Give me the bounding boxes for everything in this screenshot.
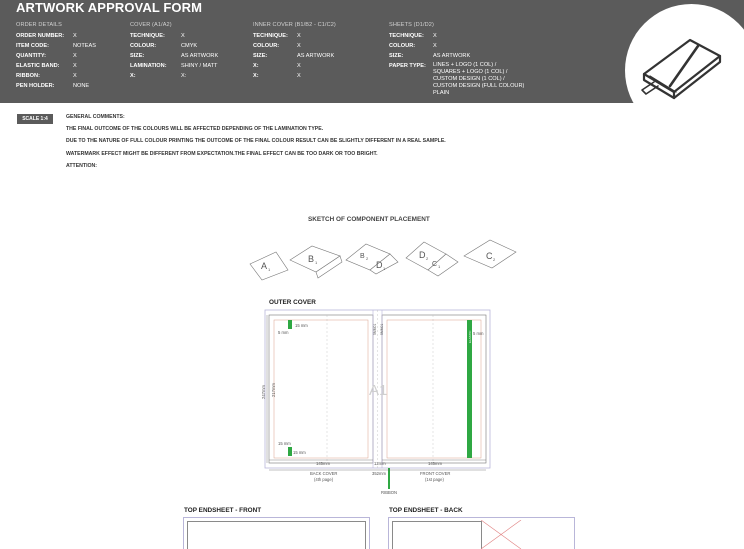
cover-row: X: X: bbox=[130, 73, 187, 79]
sheets-heading: SHEETS (D1/D2) bbox=[389, 22, 434, 28]
back-safe-area bbox=[274, 320, 368, 458]
dim-label: 5 mm bbox=[473, 331, 484, 336]
elastic-marker-top bbox=[288, 320, 292, 329]
ribbon-label: RIBBON bbox=[381, 490, 398, 495]
dim-label: 217mm bbox=[271, 383, 276, 397]
top-endsheet-front-frame bbox=[183, 517, 370, 549]
sketch-label: B bbox=[308, 254, 315, 264]
cover-row: SIZE: AS ARTWORK bbox=[130, 53, 219, 59]
dim-label: 352mm bbox=[372, 471, 386, 476]
elastic-marker-bottom bbox=[288, 447, 292, 456]
inner-cover-row: X: X bbox=[253, 73, 301, 79]
sheets-column bbox=[389, 22, 589, 96]
dim-label: 5MM01 bbox=[373, 323, 377, 335]
dim-label: 145mm bbox=[316, 461, 330, 466]
sketch-label: 1 bbox=[268, 267, 271, 272]
dim-label: 145mm bbox=[428, 461, 442, 466]
general-comments bbox=[66, 113, 446, 174]
notebook-icon bbox=[636, 12, 736, 102]
dim-label: 15 mm bbox=[295, 323, 308, 328]
top-endsheet-front-trim bbox=[187, 521, 366, 549]
order-row: ITEM CODE: NOTEAS bbox=[16, 43, 97, 49]
sheets-row: TECHNIQUE: X bbox=[389, 33, 437, 39]
sketch-label: D bbox=[376, 260, 383, 270]
sketch-label: 1 bbox=[438, 264, 441, 269]
inner-cover-row: COLOUR: X bbox=[253, 43, 301, 49]
comments-heading: GENERAL COMMENTS: bbox=[66, 114, 125, 120]
sketch-label: D bbox=[419, 250, 426, 260]
form-title: ARTWORK APPROVAL FORM bbox=[16, 0, 203, 15]
top-endsheet-front-title: TOP ENDSHEET - FRONT bbox=[184, 507, 262, 514]
comment-line: DUE TO THE NATURE OF FULL COLOUR PRINTING THE OUTCOME OF THE FINAL COLOUR RESULT CAN BE SLIGHTLY DIFFERENT IN A REAL SAMPLE. bbox=[66, 138, 446, 145]
cover-column bbox=[130, 22, 219, 81]
attention-label: ATTENTION: bbox=[66, 162, 98, 169]
sketch-label: A bbox=[261, 261, 268, 271]
sketch-label: C bbox=[432, 261, 438, 268]
sketch-label: 2 bbox=[493, 257, 496, 262]
front-safe-area bbox=[387, 320, 481, 458]
dim-label: 12mm bbox=[374, 461, 386, 466]
sketch-label: 2 bbox=[366, 256, 369, 261]
order-row: PEN HOLDER: NONE bbox=[16, 83, 90, 89]
dim-label: ELASTIC bbox=[468, 330, 472, 343]
a1-watermark: A1 bbox=[369, 382, 388, 399]
sketch-label: B bbox=[360, 253, 365, 260]
inner-cover-row: SIZE: AS ARTWORK bbox=[253, 53, 335, 59]
order-row: ELASTIC BAND: X bbox=[16, 63, 77, 69]
sheets-row: SIZE: AS ARTWORK bbox=[389, 53, 471, 59]
order-row: RIBBON: X bbox=[16, 73, 77, 79]
dim-label: 5 mm bbox=[278, 330, 289, 335]
front-cover-sublabel: (1st page) bbox=[425, 477, 444, 482]
inner-cover-row: TECHNIQUE: X bbox=[253, 33, 301, 39]
sketch-label: 1 bbox=[383, 266, 386, 271]
sketch-label: C bbox=[486, 251, 493, 261]
order-details-heading: ORDER DETAILS bbox=[16, 22, 62, 28]
order-row: ORDER NUMBER: X bbox=[16, 33, 77, 39]
sketch-title: SKETCH OF COMPONENT PLACEMENT bbox=[308, 216, 430, 223]
sketch-label: 2 bbox=[426, 256, 429, 261]
sketch-label: 1 bbox=[315, 260, 318, 265]
cover-row: COLOUR: CMYK bbox=[130, 43, 198, 49]
inner-cover-column bbox=[253, 22, 336, 81]
dim-label: 15 mm bbox=[278, 441, 291, 446]
dim-label: 247mm bbox=[261, 385, 266, 399]
top-endsheet-back-trim bbox=[392, 521, 482, 549]
outer-cover-title: OUTER COVER bbox=[269, 299, 316, 306]
top-endsheet-back-title: TOP ENDSHEET - BACK bbox=[389, 507, 463, 514]
comment-line: THE FINAL OUTCOME OF THE COLOURS WILL BE AFFECTED DEPENDING OF THE LAMINATION TYPE. bbox=[66, 126, 324, 133]
paper-type-row: PAPER TYPE: bbox=[389, 63, 426, 69]
paper-type-options: LINES + LOGO (1 COL) / SQUARES + LOGO (1 COL) / CUSTOM DESIGN (1 COL) / CUSTOM DESIGN (FULL COLOUR) PLAIN bbox=[433, 62, 525, 96]
scale-badge: SCALE 1:4 bbox=[17, 114, 53, 124]
comment-line: WATERMARK EFFECT MIGHT BE DIFFERENT FROM EXPECTATION.THE FINAL EFFECT CAN BE TOO DARK OR TOO BRIGHT. bbox=[66, 150, 378, 157]
dim-label: 15 mm bbox=[293, 450, 306, 455]
front-cover-label: FRONT COVER bbox=[420, 471, 451, 476]
back-cover-sublabel: (4th page) bbox=[314, 477, 334, 482]
dim-label: 5MM01 bbox=[380, 323, 384, 335]
cover-row: TECHNIQUE: X bbox=[130, 33, 185, 39]
outer-cover-diagram bbox=[255, 307, 500, 497]
cover-heading: COVER (A1/A2) bbox=[130, 22, 172, 28]
order-details-column bbox=[16, 22, 97, 91]
sheets-row: COLOUR: X bbox=[389, 43, 437, 49]
inner-cover-heading: INNER COVER (B1/B2 - C1/C2) bbox=[253, 22, 336, 28]
sketch-page-a1 bbox=[250, 252, 288, 280]
inner-cover-row: X: X bbox=[253, 63, 301, 69]
cover-row: LAMINATION: SHINY / MATT bbox=[130, 63, 218, 69]
order-row: QUANTITY: X bbox=[16, 53, 77, 59]
component-sketch bbox=[246, 236, 526, 284]
endsheet-cross bbox=[481, 520, 576, 549]
back-cover-label: BACK COVER bbox=[310, 471, 338, 476]
